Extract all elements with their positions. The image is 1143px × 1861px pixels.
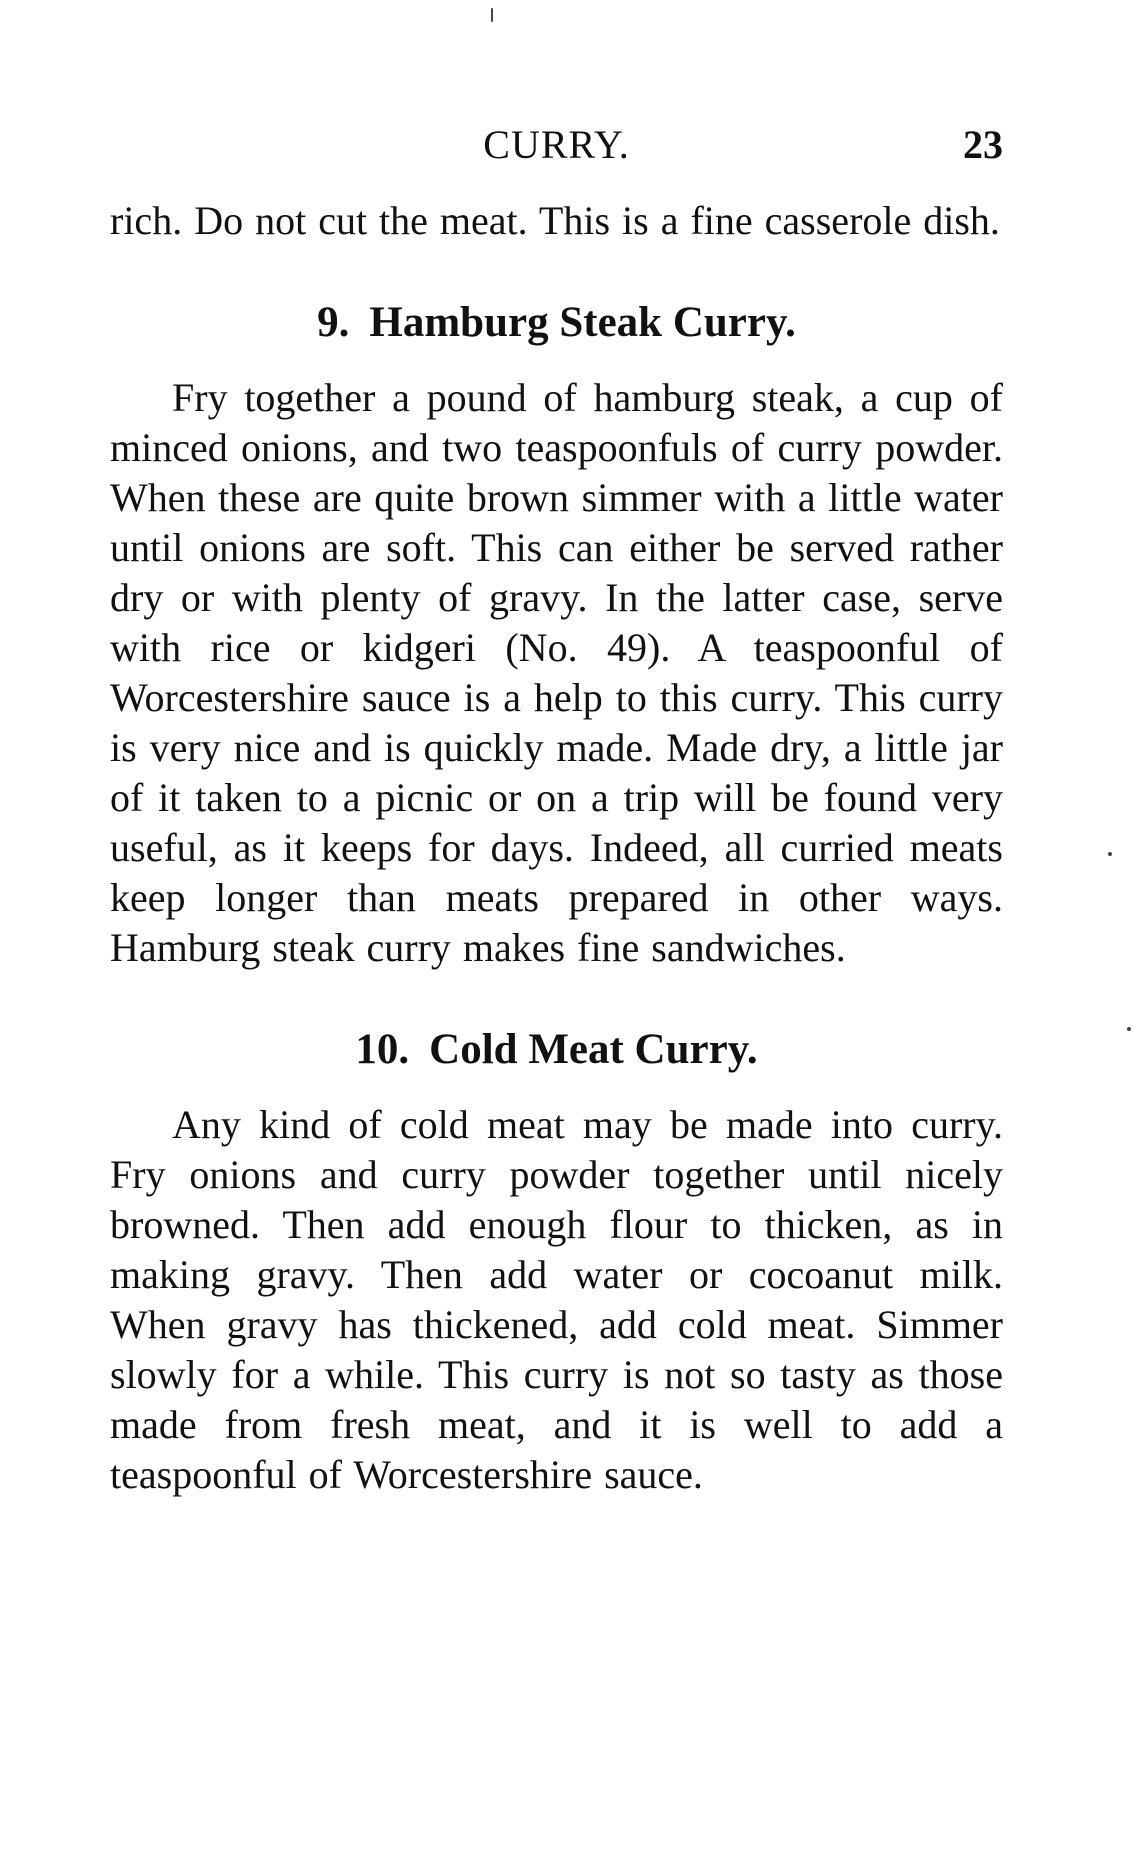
continuation-paragraph: rich. Do not cut the meat. This is a fine casserole dish. bbox=[110, 198, 1000, 243]
recipe-title: Cold Meat Curry. bbox=[429, 1026, 758, 1073]
paper-speck bbox=[1108, 852, 1112, 856]
running-header bbox=[110, 120, 1003, 170]
recipe-title: Hamburg Steak Curry. bbox=[369, 299, 796, 346]
paper-speck bbox=[1127, 1027, 1131, 1031]
paper-speck bbox=[491, 8, 493, 22]
recipe-number: 10. bbox=[355, 1026, 410, 1073]
recipe-heading bbox=[110, 1025, 1003, 1075]
running-title: CURRY. bbox=[483, 122, 630, 167]
recipe-number: 9. bbox=[317, 299, 350, 346]
recipe-body: Fry together a pound of hamburg steak, a cup of minced onions, and two teaspoonfuls of curry powder. When these are quite brown simmer with a little water until onions are soft. This can either be served rather dry or with plenty of gravy. In the latter case, serve with rice or kidgeri (No. 49). A teaspoonful of Worcestershire sauce is a help to this curry. This curry is very nice and is quickly made. Made dry, a little jar of it taken to a picnic or on a trip will be found very useful, as it keeps for days. Indeed, all curried meats keep longer than meats prepared in other ways. Hamburg steak curry makes fine sandwiches. bbox=[110, 375, 1003, 970]
recipe-body: Any kind of cold meat may be made into curry. Fry onions and curry powder together until nicely browned. Then add enough flour to thicken, as in making gravy. Then add water or cocoanut milk. When gravy has thickened, add cold meat. Simmer slowly for a while. This curry is not so tasty as those made from fresh meat, and it is well to add a teaspoonful of Worcestershire sauce. bbox=[110, 1102, 1003, 1497]
recipe-heading bbox=[110, 298, 1003, 348]
page-number: 23 bbox=[963, 122, 1003, 167]
book-page bbox=[110, 120, 1003, 1500]
